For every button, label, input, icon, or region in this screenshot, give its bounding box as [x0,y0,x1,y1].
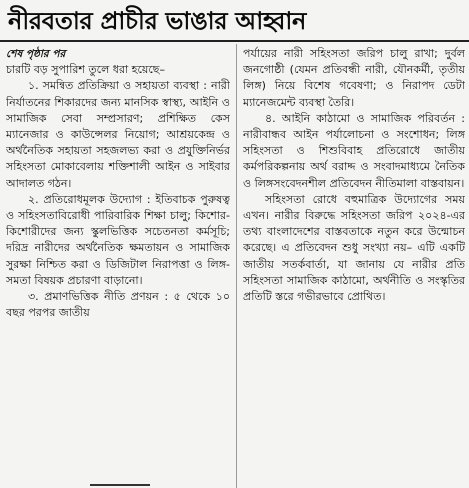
recommendation-4: ৪. আইনি কাঠামো ও সামাজিক পরিবর্তন : নারীবান্ধব আইন পর্যালোচনা ও সংশোধন; লিঙ্গ সহিংসতা ও শিশুবিবাহ প্রতিরোধে জাতীয় কর্মপরিকল্পনায় অর্থ বরাদ্দ ও সংবাদমাধ্যমে নৈতিক ও লিঙ্গসংবেদনশীল প্রতিবেদন নীতিমালা বাস্তবায়ন। [243,111,465,190]
bottom-rule [90,484,150,488]
recommendation-3-cont: পর্যায়ের নারী সহিংসতা জরিপ চালু রাখা; দুর্বল জনগোষ্ঠী (যেমন প্রতিবন্ধী নারী, যৌনকর্মী, তৃতীয় লিঙ্গ) নিয়ে বিশেষ গবেষণা; ও নিরাপদ ডেটা ম্যানেজমেন্ট ব্যবস্থা তৈরি। [243,47,465,109]
recommendation-1: ১. সমন্বিত প্রতিক্রিয়া ও সহায়তা ব্যবস্থা : নারী নির্যাতনের শিকারদের জন্য মানসিক স্বাস্থ্য, আইনি ও সামাজিক সেবা সম্প্রসারণ; প্রশিক্ষিত কেস ম্যানেজার ও কাউন্সেলর নিয়োগ; আশ্রয়কেন্দ্র ও অর্থনৈতিক সহায়তা সহজলভ্য করা ও প্রযুক্তিনির্ভর সহিংসতা মোকাবেলায় শক্তিশালী আইন ও সাইবার আদালত গঠন। [6,79,230,190]
column-divider [236,44,237,488]
recommendation-3-start: ৩. প্রমাণভিত্তিক নীতি প্রণয়ন : ৫ থেকে ১০ বছর পরপর জাতীয় [6,290,230,320]
recommendation-2: ২. প্রতিরোধমূলক উদ্যোগ : ইতিবাচক পুরুষত্ব ও সহিংসতাবিরোধী পারিবারিক শিক্ষা চালু; কিশোর-কিশোরীদের জন্য স্কুলভিত্তিক সচেতনতা কর্মসূচি; দরিদ্র নারীদের অর্থনৈতিক ক্ষমতায়ন ও সামাজিক সুরক্ষা নিশ্চিত করা ও ডিজিটাল নিরাপত্তা ও লিঙ্গ-সমতা বিষয়ক প্রচারণা বাড়ানো। [6,192,230,287]
continued-from-label: শেষ পৃষ্ঠার পর [6,48,66,60]
article-headline: নীরবতার প্রাচীর ভাঙার আহ্বান [8,7,307,35]
conclusion-paragraph: সহিংসতা রোধে বহুমাত্রিক উদ্যোগের সময় এখন। নারীর বিরুদ্ধে সহিংসতা জরিপ ২০২৪-এর তথ্য বাংলাদেশের বাস্তবতাকে নতুন করে উন্মোচন করেছে। এ প্রতিবেদন শুধু সংখ্যা নয়– এটি একটি জাতীয় সতর্কবার্তা, যা জানায় যে নারীর প্রতি সহিংসতা সামাজিক কাঠামো, অর্থনীতি ও সংস্কৃতির প্রতিটি স্তরে গভীরভাবে প্রোথিত। [243,192,465,304]
headline-rule [0,40,469,42]
right-column [243,46,465,486]
intro-paragraph: চারটি বড় সুপারিশ তুলে ধরা হয়েছে– [6,63,165,77]
left-column [6,46,230,486]
